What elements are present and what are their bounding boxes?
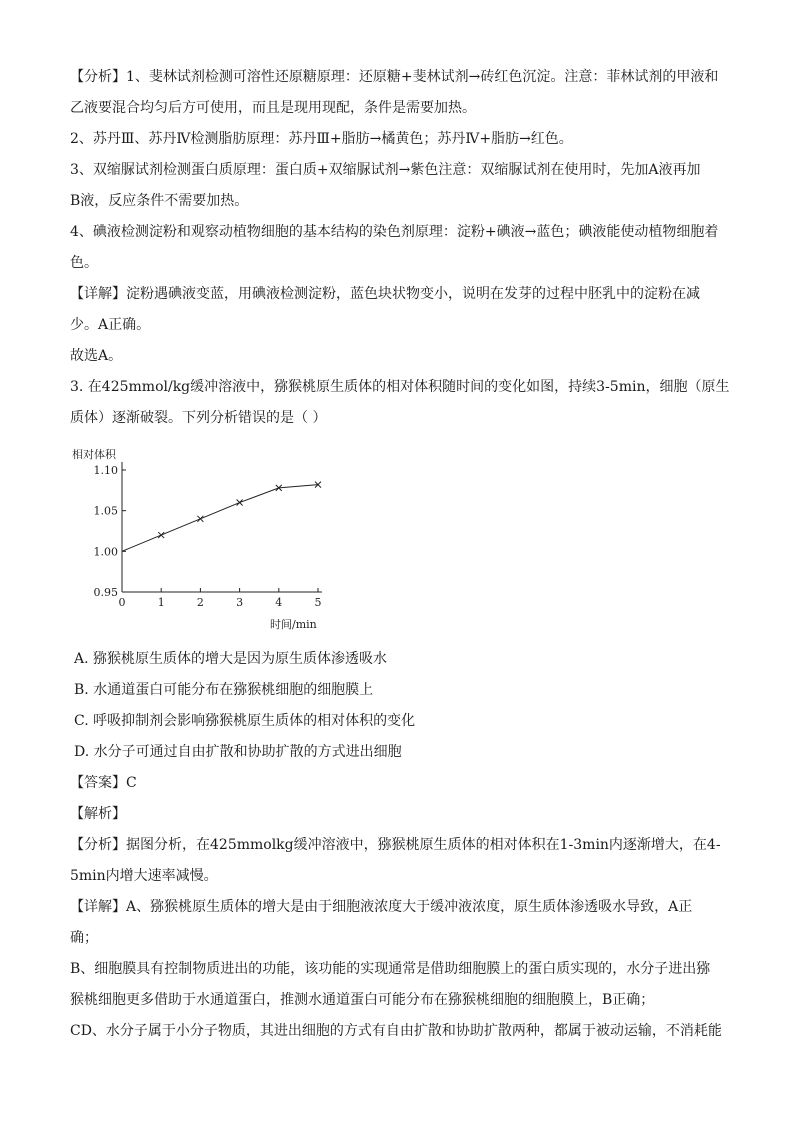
detail2-line2: 确；: [70, 930, 98, 946]
relative-volume-chart: [70, 442, 340, 634]
analysis1-line1: 【分析】1、斐林试剂检测可溶性还原糖原理：还原糖+斐林试剂→砖红色沉淀。注意：菲林试剂的甲液和: [70, 69, 719, 85]
detail2-line4: 猴桃细胞更多借助于水通道蛋白，推测水通道蛋白可能分布在猕猴桃细胞的细胞膜上，B正确；: [70, 992, 655, 1008]
option-d: D. 水分子可通过自由扩散和协助扩散的方式进出细胞: [74, 744, 402, 760]
analysis2-line1: 【分析】据图分析，在425mmolkg缓冲溶液中，猕猴桃原生质体的相对体积在1-3min内逐渐增大，在4-: [70, 837, 721, 853]
analysis1-line7: 色。: [70, 255, 98, 271]
question3-line2: 质体）逐渐破裂。下列分析错误的是（ ）: [70, 410, 327, 426]
data-point: [158, 532, 164, 538]
detail1-line1: 【详解】淀粉遇碘液变蓝，用碘液检测淀粉，蓝色块状物变小，说明在发芽的过程中胚乳中的淀粉在减: [70, 286, 700, 302]
detail1-line2: 少。A正确。: [70, 317, 151, 333]
detail2-line3: B、细胞膜具有控制物质进出的功能，该功能的实现通常是借助细胞膜上的蛋白质实现的，水分子进出猕: [70, 961, 711, 977]
option-a: A. 猕猴桃原生质体的增大是因为原生质体渗透吸水: [74, 651, 388, 667]
answer: 【答案】C: [70, 775, 137, 791]
option-b: B. 水通道蛋白可能分布在猕猴桃细胞的细胞膜上: [74, 682, 374, 698]
x-tick-label: 3: [236, 596, 244, 609]
y-tick-label: 1.05: [93, 504, 118, 518]
analysis1-line2: 乙液要混合均匀后方可使用，而且是现用现配，条件是需要加热。: [70, 100, 476, 116]
option-c: C. 呼吸抑制剂会影响猕猴桃原生质体的相对体积的变化: [74, 713, 416, 729]
x-tick-label: 5: [314, 596, 322, 609]
x-tick-label: 4: [275, 596, 283, 609]
jiexi-heading: 【解析】: [70, 806, 126, 822]
document-page: [70, 62, 730, 1047]
chart-svg: [70, 442, 340, 634]
x-tick-label: 2: [196, 596, 204, 609]
analysis1-line6: 4、碘液检测淀粉和观察动植物细胞的基本结构的染色剂原理：淀粉+碘液→蓝色；碘液能使动植物细胞着: [70, 224, 719, 240]
detail2-line5: CD、水分子属于小分子物质，其进出细胞的方式有自由扩散和协助扩散两种，都属于被动运输，不消耗能: [70, 1023, 722, 1039]
y-tick-label: 1.10: [93, 464, 118, 477]
x-axis-label: 时间/min: [270, 618, 317, 631]
series-line: [122, 485, 318, 552]
y-tick-label: 0.95: [93, 586, 118, 599]
detail1-line3: 故选A。: [70, 348, 123, 364]
analysis1-line5: B液，反应条件不需要加热。: [70, 193, 249, 209]
x-tick-label: 1: [157, 596, 165, 609]
detail2-line1: 【详解】A、猕猴桃原生质体的增大是由于细胞液浓度大于缓冲液浓度，原生质体渗透吸水导致，A正: [70, 899, 693, 915]
analysis1-line3: 2、苏丹Ⅲ、苏丹Ⅳ检测脂肪原理：苏丹Ⅲ+脂肪→橘黄色；苏丹Ⅳ+脂肪→红色。: [70, 131, 573, 147]
data-point: [237, 500, 243, 506]
analysis2-line2: 5min内增大速率减慢。: [70, 868, 218, 884]
data-point: [197, 516, 203, 522]
analysis1-line4: 3、双缩脲试剂检测蛋白质原理：蛋白质+双缩脲试剂→紫色注意：双缩脲试剂在使用时，先加A液再加: [70, 162, 701, 178]
y-axis-label: 相对体积: [72, 448, 116, 461]
y-tick-label: 1.00: [93, 545, 118, 559]
x-tick-label: 0: [118, 596, 126, 609]
question3-line1: 3. 在425mmol/kg缓冲溶液中，猕猴桃原生质体的相对体积随时间的变化如图，持续3-5min，细胞（原生: [70, 379, 730, 395]
